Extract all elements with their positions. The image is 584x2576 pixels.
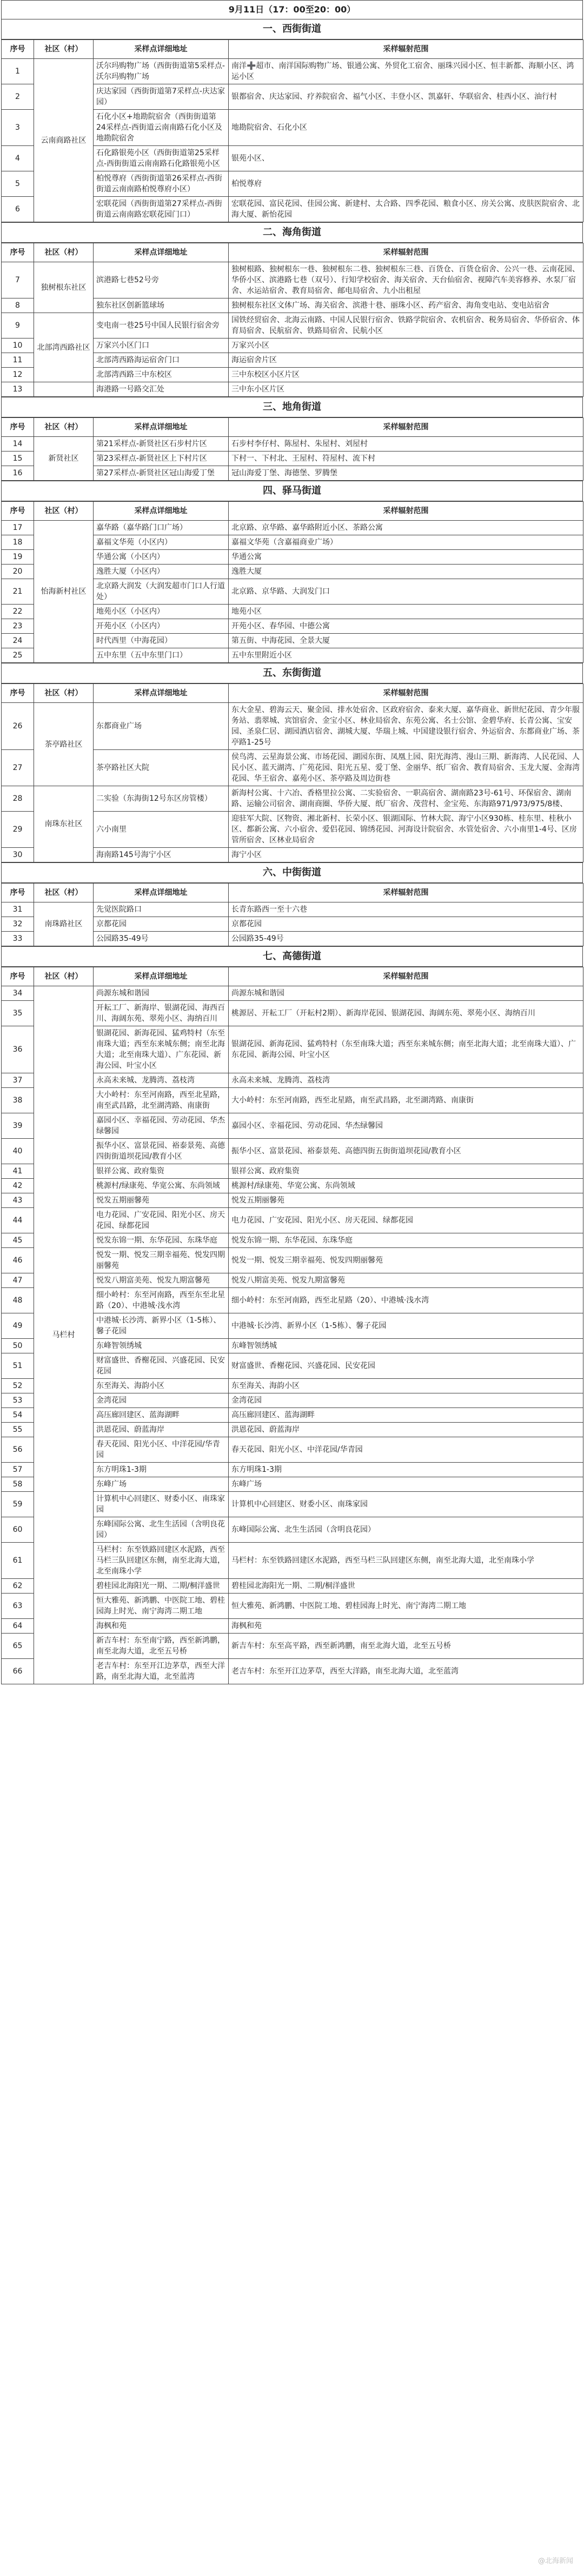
row-number: 1 [2,59,34,84]
section-title: 三、地角街道 [1,397,583,417]
sampling-address: 嘉福文华苑（小区内） [94,535,229,550]
table-header-row [2,502,583,521]
coverage-range: 东至海关、海韵小区 [229,1379,583,1393]
coverage-range: 东峰国际公寓、北生生活园（含明良花园） [229,1517,583,1543]
table-header-row [2,967,583,986]
row-number: 44 [2,1208,34,1233]
coverage-range: 宏联花园、富民花园、佳园公寓、新建村、太合路、四季花园、粮食小区、房关公寓、皮肤医院宿舍、北海大厦、新怡花园 [229,197,583,222]
row-number: 52 [2,1379,34,1393]
coverage-range: 独树根东社区文体广场、海关宿舍、滨港十巷、丽珠小区、药产宿舍、海角变电站、变电站宿舍 [229,298,583,313]
community-cell: 怡海新村社区 [34,521,94,663]
row-number: 36 [2,1026,34,1073]
sampling-address: 石化小区+地勘院宿舍（西街街道第24采样点-西街道云南南路石化小区及地勘院宿舍 [94,110,229,146]
row-number: 6 [2,197,34,222]
row-number: 41 [2,1164,34,1179]
table-row [2,986,583,1001]
sampling-address: 振华小区、富景花园、裕泰景苑、高德四街街道坝花园/教育小区 [94,1139,229,1164]
coverage-range: 电力花园、广安花园、阳光小区、房天花园、绿都花园 [229,1208,583,1233]
column-header: 社区（村） [34,243,94,262]
coverage-range: 北京路、京华路、嘉华路附近小区、茶路公寓 [229,521,583,535]
table-row [2,437,583,452]
coverage-range: 财富盛世、香榭花园、兴盛花园、民安花园 [229,1353,583,1379]
coverage-range: 长青东路西一至十六巷 [229,902,583,917]
sampling-address: 滨港路七巷52号旁 [94,262,229,298]
row-number: 61 [2,1543,34,1579]
coverage-range: 碧桂园北海阳光一期、二期/桐洋盛世 [229,1579,583,1594]
coverage-range: 地苑小区 [229,605,583,619]
row-number: 45 [2,1233,34,1248]
row-number: 13 [2,382,34,397]
sampling-table [1,501,583,663]
sampling-table [1,417,583,481]
coverage-range: 中港城·长沙湾、新界小区（1-5栋）、馨子花园 [229,1313,583,1339]
coverage-range: 东方明珠1-3期 [229,1463,583,1477]
coverage-range: 悦发一期、悦发三期幸福苑、悦发四期丽馨苑 [229,1248,583,1273]
coverage-range: 冠山海爱丁堡、海德堡、罗腾堡 [229,466,583,481]
sampling-address: 东都商业广场 [94,703,229,750]
sampling-address: 嘉园小区、幸福花园、劳动花园、华杰绿馨园 [94,1113,229,1139]
row-number: 11 [2,353,34,368]
sampling-address: 大小岭村：东至河南路，西至北星路，南至武昌路，北至湖湾路、南康街 [94,1088,229,1113]
row-number: 66 [2,1659,34,1684]
sampling-address: 北部湾西路三中东校区 [94,368,229,382]
row-number: 32 [2,917,34,932]
coverage-range: 银祥公寓、政府集资 [229,1164,583,1179]
sampling-address: 第21采样点-新贤社区石步村片区 [94,437,229,452]
sampling-table [1,883,583,946]
row-number: 51 [2,1353,34,1379]
table-row [2,262,583,298]
sampling-address: 京都花园 [94,917,229,932]
sampling-address: 海港路一号路交汇处 [94,382,229,397]
coverage-range: 开苑小区、春华园、中德公寓 [229,619,583,634]
sampling-address: 悦发一期、悦发三期幸福苑、悦发四期丽馨苑 [94,1248,229,1273]
row-number: 27 [2,750,34,786]
sampling-address: 永高未来城、龙腾湾、荔枝湾 [94,1073,229,1088]
sampling-address: 碧桂园北海阳光一期、二期/桐洋盛世 [94,1579,229,1594]
table-header-row [2,684,583,703]
watermark: @北海新闻 [537,2557,573,2565]
sampling-address: 桃源村/绿康苑、华宽公寓、东尚领域 [94,1179,229,1193]
sampling-address: 马栏村：东至铁路回建区水泥路，西至马栏三队回建区东侧，南至北海大道，北至南珠小学 [94,1543,229,1579]
sampling-address: 银祥公寓、政府集资 [94,1164,229,1179]
sampling-address: 沃尔玛购物广场（西街街道第5采样点-沃尔玛购物广场 [94,59,229,84]
table-row [2,521,583,535]
row-number: 3 [2,110,34,146]
sampling-address: 华通公寓（小区内） [94,550,229,565]
sampling-address: 东峰广场 [94,1477,229,1492]
column-header: 采样辐射范围 [229,418,583,437]
table-header-row [2,243,583,262]
sampling-address: 老吉车村：东至开江边茅草，西至大洋路，南至北海大道，北至蓝湾 [94,1659,229,1684]
row-number: 5 [2,171,34,197]
sampling-address: 逸胜大厦（小区内） [94,565,229,579]
sampling-address: 变电南一巷25号中国人民银行宿舍旁 [94,313,229,338]
row-number: 40 [2,1139,34,1164]
column-header: 社区（村） [34,502,94,521]
sampling-address: 细小岭村：东至河南路，西至东至北星路（20）、中港城·浅水湾 [94,1288,229,1313]
table-header-row [2,40,583,59]
coverage-range: 高压廊回建区、蓝海湖畔 [229,1408,583,1423]
coverage-range: 第五街、中海花园、全景大厦 [229,634,583,648]
sampling-address: 恒大雅苑、新鸿鹏、中医院工地、碧桂园海上时光、南宁海湾二期工地 [94,1594,229,1619]
sampling-address: 悦发东锦一期、东华花园、东珠华庭 [94,1233,229,1248]
sampling-address: 高压廊回建区、蓝海湖畔 [94,1408,229,1423]
community-cell: 新贤社区 [34,437,94,481]
community-cell: 云南商路社区 [34,59,94,222]
row-number: 2 [2,84,34,110]
sampling-address: 东至海关、海韵小区 [94,1379,229,1393]
coverage-range: 柏悦尊府 [229,171,583,197]
coverage-range: 逸胜大厦 [229,565,583,579]
community-cell: 马栏村 [34,986,94,1684]
row-number: 29 [2,812,34,848]
row-number: 59 [2,1492,34,1517]
sampling-address: 时代西里（中海花园） [94,634,229,648]
sampling-address: 电力花园、广安花园、阳光小区、房天花园、绿都花园 [94,1208,229,1233]
row-number: 17 [2,521,34,535]
column-header: 采样点详细地址 [94,418,229,437]
section-title: 五、东街街道 [1,663,583,683]
sampling-address: 庆达家园（西街街道第7采样点-庆达家园） [94,84,229,110]
column-header: 社区（村） [34,418,94,437]
coverage-range: 春天花园、阳光小区、中洋花园/华青园 [229,1437,583,1463]
community-cell: 南珠东社区 [34,786,94,862]
sampling-address: 嘉华路（嘉华路门口广场） [94,521,229,535]
column-header: 序号 [2,418,34,437]
row-number: 42 [2,1179,34,1193]
row-number: 58 [2,1477,34,1492]
coverage-range: 侯鸟湾、云星海景公寓、市场花园、湖园东街、凤凰上园、阳光海湾、漫山三期、新海湾、人民花园、人民小区、蓝天湖湾、广苑花园、阳光五星、爱丁堡、金丽华、纸厂宿舍、教育局宿舍、玉龙大厦、金海湾花园、华王宿舍、嘉苑小区、茶亭路及周边街巷 [229,750,583,786]
column-header: 采样辐射范围 [229,684,583,703]
sampling-address: 东峰智领绣城 [94,1339,229,1353]
table-row [2,786,583,812]
coverage-range: 东峰广场 [229,1477,583,1492]
community-cell [34,382,94,397]
sampling-address: 银湖花园、新海花园、猛鸡特村（东至南珠大道；西至东来城东侧；南至北海大道；北至南珠大道）、广东花园、新海公园、叶宝小区 [94,1026,229,1073]
table-row [2,382,583,397]
row-number: 60 [2,1517,34,1543]
row-number: 38 [2,1088,34,1113]
sampling-address: 先觉医院路口 [94,902,229,917]
row-number: 49 [2,1313,34,1339]
row-number: 22 [2,605,34,619]
table-row [2,313,583,338]
sampling-address: 悦发八期富美苑、悦发九期富馨苑 [94,1273,229,1288]
coverage-range: 三中东校区小区片区 [229,368,583,382]
coverage-range: 东大金星、碧海云天、聚金园、排水处宿舍、区政府宿舍、泰来大厦、嘉华商业、新世纪花园、青少年服务站、翡翠城、宾馆宿舍、金宝小区、林业局宿舍、东苑公寓、名士公馆、金碧华府、长青公寓、宝安园、圣泉仁居、湖园酒店宿舍、湖城大厦、华瑞上城、中国建设银行宿舍、外运宿舍、东都商业广场、茶亭路1-25号 [229,703,583,750]
sampling-address: 海枫和苑 [94,1619,229,1634]
sampling-address: 洪恩花园、蔚蓝海岸 [94,1423,229,1437]
coverage-range: 洪恩花园、蔚蓝海岸 [229,1423,583,1437]
row-number: 63 [2,1594,34,1619]
table-row [2,902,583,917]
coverage-range: 国铁经贸宿舍、北海云南路、中国人民银行宿舍、铁路学院宿舍、农机宿舍、税务局宿舍、华侨宿舍、体育局宿舍、民航宿舍、铁路局宿舍、民航小区 [229,313,583,338]
row-number: 14 [2,437,34,452]
row-number: 62 [2,1579,34,1594]
sampling-address: 开耘工厂、新海岸、银湖花园、海西百川、海阔东苑、翠苑小区、海纳百川 [94,1001,229,1026]
coverage-range: 公园路35-49号 [229,932,583,946]
sampling-address: 悦发五期丽馨苑 [94,1193,229,1208]
coverage-range: 马栏村：东至铁路回建区水泥路，西至马栏三队回建区东侧，南至北海大道，北至南珠小学 [229,1543,583,1579]
sampling-address: 宏联花园（西街街道第27采样点-西街街道云南南路宏联花园门口） [94,197,229,222]
column-header: 采样辐射范围 [229,40,583,59]
coverage-range: 三中东小区片区 [229,382,583,397]
row-number: 4 [2,146,34,171]
column-header: 序号 [2,502,34,521]
section-title: 一、西街街道 [1,19,583,39]
coverage-range: 银湖花园、新海花园、猛鸡特村（东至南珠大道；西至东来城东侧；南至北海大道；北至南珠大道）、广东花园、新海公园、叶宝小区 [229,1026,583,1073]
sampling-address: 海南路145号海宁小区 [94,848,229,862]
column-header: 采样辐射范围 [229,502,583,521]
row-number: 12 [2,368,34,382]
column-header: 采样点详细地址 [94,884,229,902]
section-title: 七、高德街道 [1,946,583,967]
column-header: 采样辐射范围 [229,967,583,986]
document-title: 9月11日（17：00至20：00） [1,0,583,19]
sampling-address: 第27采样点-新贤社区冠山海爱丁堡 [94,466,229,481]
sampling-address: 东方明珠1-3期 [94,1463,229,1477]
row-number: 43 [2,1193,34,1208]
coverage-range: 桃源村/绿康苑、华宽公寓、东尚领域 [229,1179,583,1193]
sampling-address: 公园路35-49号 [94,932,229,946]
coverage-range: 恒大雅苑、新鸿鹏、中医院工地、碧桂园海上时光、南宁海湾二期工地 [229,1594,583,1619]
sampling-address: 万家兴小区门口 [94,338,229,353]
coverage-range: 细小岭村：东至河南路，西至北星路（20）、中港城·浅水湾 [229,1288,583,1313]
sampling-table [1,683,583,862]
sampling-address: 计算机中心回建区、财委小区、南珠家园 [94,1492,229,1517]
coverage-range: 海宁小区 [229,848,583,862]
coverage-range: 悦发五期丽馨苑 [229,1193,583,1208]
row-number: 34 [2,986,34,1001]
sections-container [0,19,584,1684]
coverage-range: 万家兴小区 [229,338,583,353]
community-cell: 北部湾西路社区 [34,313,94,382]
row-number: 31 [2,902,34,917]
table-header-row [2,884,583,902]
coverage-range: 北京路、京华路、大润发门口 [229,579,583,605]
community-cell: 南珠路社区 [34,902,94,946]
sampling-address: 六小南里 [94,812,229,848]
coverage-range: 南洋➕超市、南洋国际购物广场、银通公寓、外贸化工宿舍、丽珠兴园小区、恒丰新都、海顺小区、鸿运小区 [229,59,583,84]
sampling-table [1,39,583,222]
sampling-table [1,243,583,397]
coverage-range: 迎驻军大院、区物资、湘北新村、长荣小区、银湖国际、竹林大院、海宁小区930栋、桂东里、桂秋小区、都新公寓、六小宿舍、爱侣花园、锦绣花园、河海设计院宿舍、水管处宿舍、六小南里1-4号、区房管所宿舍、区林业局宿舍 [229,812,583,848]
coverage-range: 新吉车村：东至高平路，西至新鸿鹏，南至北海大道，北至五号桥 [229,1634,583,1659]
column-header: 采样点详细地址 [94,40,229,59]
row-number: 19 [2,550,34,565]
coverage-range: 嘉园小区、幸福花园、劳动花园、华杰绿馨园 [229,1113,583,1139]
column-header: 社区（村） [34,684,94,703]
coverage-range: 独树根路、独树根东一巷、独树根东二巷、独树根东三巷、百货仓、百货仓宿舍、公兴一巷、云南花园、华侨小区、滨港路七巷（双号）、行知学校宿舍、海关宿舍、天台仙宿舍、视障汽车美容修养、水泵厂宿舍、水运站宿舍、教育局宿舍、邮电局宿舍、九小出租屋 [229,262,583,298]
coverage-range: 海运宿舍片区 [229,353,583,368]
column-header: 序号 [2,243,34,262]
column-header: 采样辐射范围 [229,884,583,902]
row-number: 8 [2,298,34,313]
column-header: 采样点详细地址 [94,684,229,703]
row-number: 48 [2,1288,34,1313]
sampling-address: 春天花园、阳光小区、中洋花园/华青园 [94,1437,229,1463]
coverage-range: 华通公寓 [229,550,583,565]
sampling-address: 石化路银苑小区（西街街道第25采样点-西街街道云南南路石化路银苑小区 [94,146,229,171]
row-number: 39 [2,1113,34,1139]
coverage-range: 振华小区、富景花园、裕泰景苑、高德四街五街街道坝花园/教育小区 [229,1139,583,1164]
row-number: 30 [2,848,34,862]
coverage-range: 银都宿舍、庆达家园、疗养院宿舍、福气小区、丰登小区、凯嘉轩、华联宿舍、桂西小区、油行村 [229,84,583,110]
row-number: 26 [2,703,34,750]
coverage-range: 桃源居、开耘工厂（开耘村2期）、新海岸花园、银湖花园、海阔东苑、翠苑小区、海纳百川 [229,1001,583,1026]
row-number: 54 [2,1408,34,1423]
coverage-range: 悦发东锦一期、东华花园、东珠华庭 [229,1233,583,1248]
coverage-range: 海枫和苑 [229,1619,583,1634]
sampling-address: 茶亭路社区大院 [94,750,229,786]
column-header: 采样点详细地址 [94,243,229,262]
column-header: 序号 [2,967,34,986]
section-title: 二、海角街道 [1,222,583,243]
coverage-range: 金湾花园 [229,1393,583,1408]
row-number: 7 [2,262,34,298]
community-cell: 茶亭路社区 [34,703,94,786]
column-header: 采样点详细地址 [94,967,229,986]
sampling-address: 尚源东城和谐园 [94,986,229,1001]
coverage-range: 大小岭村：东至河南路，西至北星路，南至武昌路，北至湖湾路、南康街 [229,1088,583,1113]
sampling-address: 北部湾西路海运宿舍门口 [94,353,229,368]
sampling-address: 柏悦尊府（西街街道第26采样点-西街街道云南南路柏悦尊府小区） [94,171,229,197]
row-number: 53 [2,1393,34,1408]
column-header: 序号 [2,40,34,59]
row-number: 24 [2,634,34,648]
column-header: 社区（村） [34,40,94,59]
sampling-address: 金湾花园 [94,1393,229,1408]
coverage-range: 计算机中心回建区、财委小区、南珠家园 [229,1492,583,1517]
row-number: 16 [2,466,34,481]
coverage-range: 地勘院宿舍、石化小区 [229,110,583,146]
row-number: 15 [2,452,34,466]
sampling-address: 中港城·长沙湾、新界小区（1-5栋）、馨子花园 [94,1313,229,1339]
coverage-range: 京都花园 [229,917,583,932]
row-number: 57 [2,1463,34,1477]
sampling-address: 二实验（东海街12号东区房管楼） [94,786,229,812]
row-number: 9 [2,313,34,338]
table-row [2,59,583,84]
community-cell: 独树根东社区 [34,262,94,313]
row-number: 55 [2,1423,34,1437]
row-number: 10 [2,338,34,353]
row-number: 47 [2,1273,34,1288]
section-title: 六、中街街道 [1,862,583,883]
row-number: 46 [2,1248,34,1273]
coverage-range: 石步村李仔村、陈屋村、朱屋村、刘屋村 [229,437,583,452]
section-title: 四、驿马街道 [1,481,583,501]
sampling-address: 第23采样点-新贤社区上下村片区 [94,452,229,466]
sampling-address: 独东社区创新篮球场 [94,298,229,313]
row-number: 21 [2,579,34,605]
row-number: 25 [2,648,34,663]
column-header: 社区（村） [34,967,94,986]
column-header: 社区（村） [34,884,94,902]
coverage-range: 东峰智领绣城 [229,1339,583,1353]
table-row [2,703,583,750]
coverage-range: 下村一、下村北、王屋村、符屋村、流下村 [229,452,583,466]
coverage-range: 尚源东城和谐园 [229,986,583,1001]
sampling-address: 北京路大润发（大润发超市门口人行道处） [94,579,229,605]
column-header: 采样点详细地址 [94,502,229,521]
row-number: 56 [2,1437,34,1463]
coverage-range: 银苑小区、 [229,146,583,171]
row-number: 37 [2,1073,34,1088]
sampling-address: 开苑小区（小区内） [94,619,229,634]
sampling-address: 东峰国际公寓、北生生活园（含明良花园） [94,1517,229,1543]
sampling-address: 地苑小区（小区内） [94,605,229,619]
column-header: 序号 [2,684,34,703]
row-number: 50 [2,1339,34,1353]
row-number: 18 [2,535,34,550]
sampling-table [1,967,583,1684]
coverage-range: 嘉福文华苑（含嘉福商业广场） [229,535,583,550]
coverage-range: 五中东里附近小区 [229,648,583,663]
coverage-range: 永高未来城、龙腾湾、荔枝湾 [229,1073,583,1088]
sampling-address: 五中东里（五中东里门口） [94,648,229,663]
table-header-row [2,418,583,437]
coverage-range: 新海村公寓、十六冶、香格里拉公寓、二实验宿舍、一职高宿舍、湖南路23号-61号、环保宿舍、湖南路、运输公司宿舍、湖南商圈、华侨大厦、纸厂宿舍、茂营村、金宝苑、东海路971/973/975/8楼、 [229,786,583,812]
column-header: 采样辐射范围 [229,243,583,262]
row-number: 33 [2,932,34,946]
coverage-range: 悦发八期富美苑、悦发九期富馨苑 [229,1273,583,1288]
row-number: 20 [2,565,34,579]
sampling-address: 财富盛世、香榭花园、兴盛花园、民安花园 [94,1353,229,1379]
sampling-address: 新吉车村：东至南宁路，西至新鸿鹏，南至北海大道，北至五号桥 [94,1634,229,1659]
row-number: 28 [2,786,34,812]
coverage-range: 老吉车村：东至开江边茅草，西至大洋路，南至北海大道，北至蓝湾 [229,1659,583,1684]
column-header: 序号 [2,884,34,902]
row-number: 35 [2,1001,34,1026]
row-number: 23 [2,619,34,634]
row-number: 65 [2,1634,34,1659]
row-number: 64 [2,1619,34,1634]
